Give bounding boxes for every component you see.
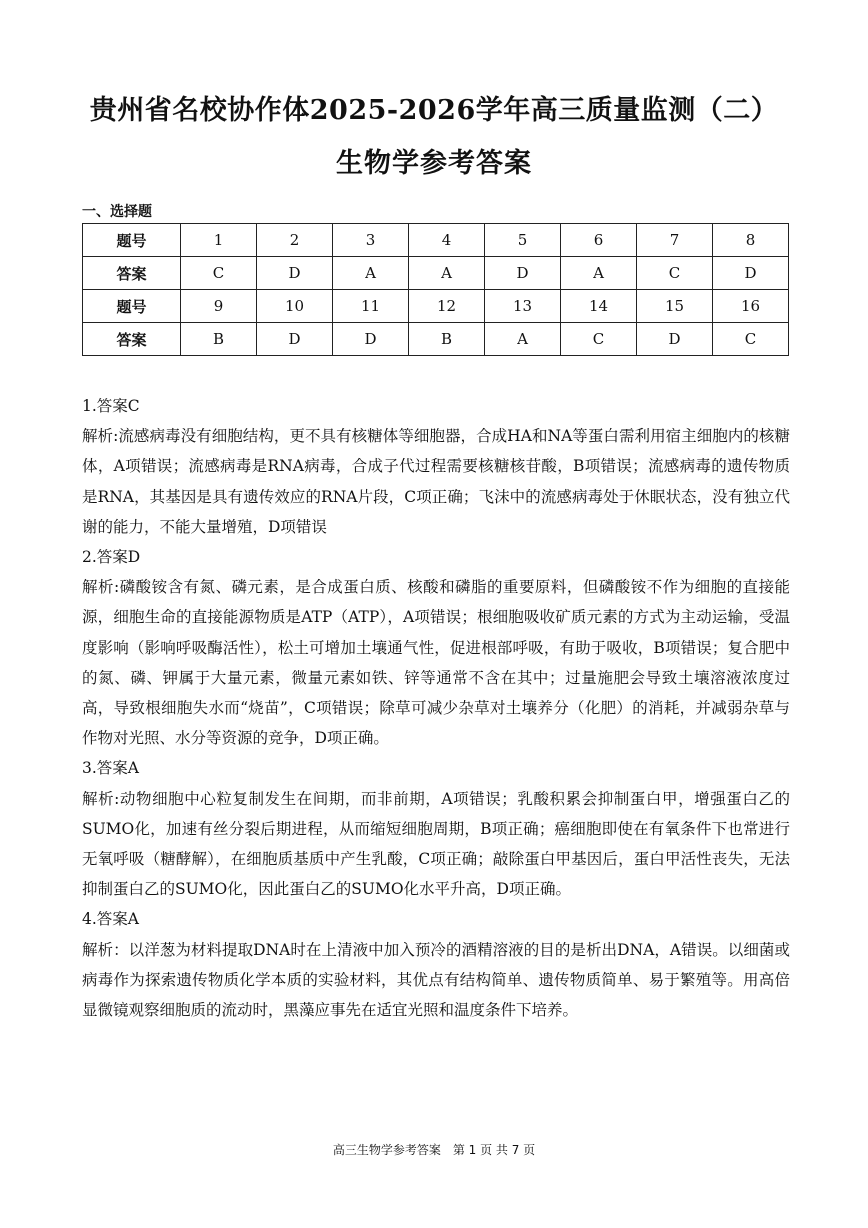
table-cell: 10: [257, 290, 333, 323]
table-cell: 15: [637, 290, 713, 323]
answer-heading-1: 1.答案C: [82, 397, 140, 415]
answer-analysis-3: 解析:动物细胞中心粒复制发生在间期，而非前期，A项错误；乳酸积累会抑制蛋白甲，增强蛋白乙的SUMO化，加速有丝分裂后期进程，从而缩短细胞周期，B项正确；癌细胞即使在有氧条件下也常进行无氧呼吸（糖酵解），在细胞质基质中产生乳酸，C项正确；敲除蛋白甲基因后，蛋白甲活性丧失，无法抑制蛋白乙的SUMO化，因此蛋白乙的SUMO化水平升高，D项正确。: [82, 789, 790, 899]
table-cell: 3: [333, 224, 409, 257]
table-row-header: 题号: [83, 290, 181, 323]
table-cell: 14: [561, 290, 637, 323]
answer-explanations: [82, 391, 790, 1025]
table-cell: D: [257, 257, 333, 290]
answer-heading-3: 3.答案A: [82, 759, 139, 778]
table-row-header: 答案: [83, 323, 181, 356]
table-row: [83, 224, 789, 257]
answer-heading-4: 4.答案A: [82, 910, 139, 929]
table-cell: B: [409, 323, 485, 356]
table-cell: 11: [333, 290, 409, 323]
table-cell: B: [181, 323, 257, 356]
answer-analysis-1: 解析:流感病毒没有细胞结构，更不具有核糖体等细胞器，合成HA和NA等蛋白需利用宿主细胞内的核糖体，A项错误；流感病毒是RNA病毒，合成子代过程需要核糖核苷酸，B项错误；流感病毒的遗传物质是RNA，其基因是具有遗传效应的RNA片段，C项正确；飞沫中的流感病毒处于休眠状态，没有独立代谢的能力，不能大量增殖，D项错误: [82, 427, 790, 536]
table-cell: 8: [713, 224, 789, 257]
table-cell: D: [257, 323, 333, 356]
answer-heading-2: 2.答案D: [82, 548, 141, 567]
table-row: [83, 323, 789, 356]
table-cell: 2: [257, 224, 333, 257]
table-cell: 13: [485, 290, 561, 323]
table-row: [83, 290, 789, 323]
table-cell: A: [561, 257, 637, 290]
table-cell: D: [713, 257, 789, 290]
answer-table: [82, 223, 789, 356]
table-cell: 5: [485, 224, 561, 257]
page-footer: 高三生物学参考答案 第 1 页 共 7 页: [332, 1143, 536, 1157]
table-cell: C: [561, 323, 637, 356]
table-cell: A: [409, 257, 485, 290]
table-cell: C: [713, 323, 789, 356]
table-cell: 12: [409, 290, 485, 323]
table-cell: D: [637, 323, 713, 356]
section-heading-choice: 一、选择题: [82, 204, 152, 220]
table-cell: D: [485, 257, 561, 290]
table-cell: 1: [181, 224, 257, 257]
table-row-header: 答案: [83, 257, 181, 290]
table-cell: A: [485, 323, 561, 356]
table-cell: 4: [409, 224, 485, 257]
table-cell: C: [181, 257, 257, 290]
table-row-header: 题号: [83, 224, 181, 257]
answer-analysis-2: 解析:磷酸铵含有氮、磷元素，是合成蛋白质、核酸和磷脂的重要原料，但磷酸铵不作为细胞的直接能源，细胞生命的直接能源物质是ATP（ATP），A项错误；根细胞吸收矿质元素的方式为主动运输，受温度影响（影响呼吸酶活性），松土可增加土壤通气性，促进根部呼吸，有助于吸收，B项错误；复合肥中的氮、磷、钾属于大量元素，微量元素如铁、锌等通常不含在其中；过量施肥会导致土壤溶液浓度过高，导致根细胞失水而“烧苗”，C项错误；除草可减少杂草对土壤养分（化肥）的消耗，并减弱杂草与作物对光照、水分等资源的竞争，D项正确。: [82, 578, 790, 748]
answer-analysis-4: 解析：以洋葱为材料提取DNA时在上清液中加入预冷的酒精溶液的目的是析出DNA，A错误。以细菌或病毒作为探索遗传物质化学本质的实验材料，其优点有结构简单、遗传物质简单、易于繁殖等。用高倍显微镜观察细胞质的流动时，黑藻应事先在适宜光照和温度条件下培养。: [82, 940, 790, 1020]
table-cell: A: [333, 257, 409, 290]
document-title: 贵州省名校协作体2025-2026学年高三质量监测（二）: [89, 95, 779, 126]
table-row: [83, 257, 789, 290]
table-cell: 7: [637, 224, 713, 257]
document-subtitle: 生物学参考答案: [336, 148, 532, 179]
table-cell: 16: [713, 290, 789, 323]
table-cell: 6: [561, 224, 637, 257]
table-cell: C: [637, 257, 713, 290]
table-cell: 9: [181, 290, 257, 323]
table-cell: D: [333, 323, 409, 356]
